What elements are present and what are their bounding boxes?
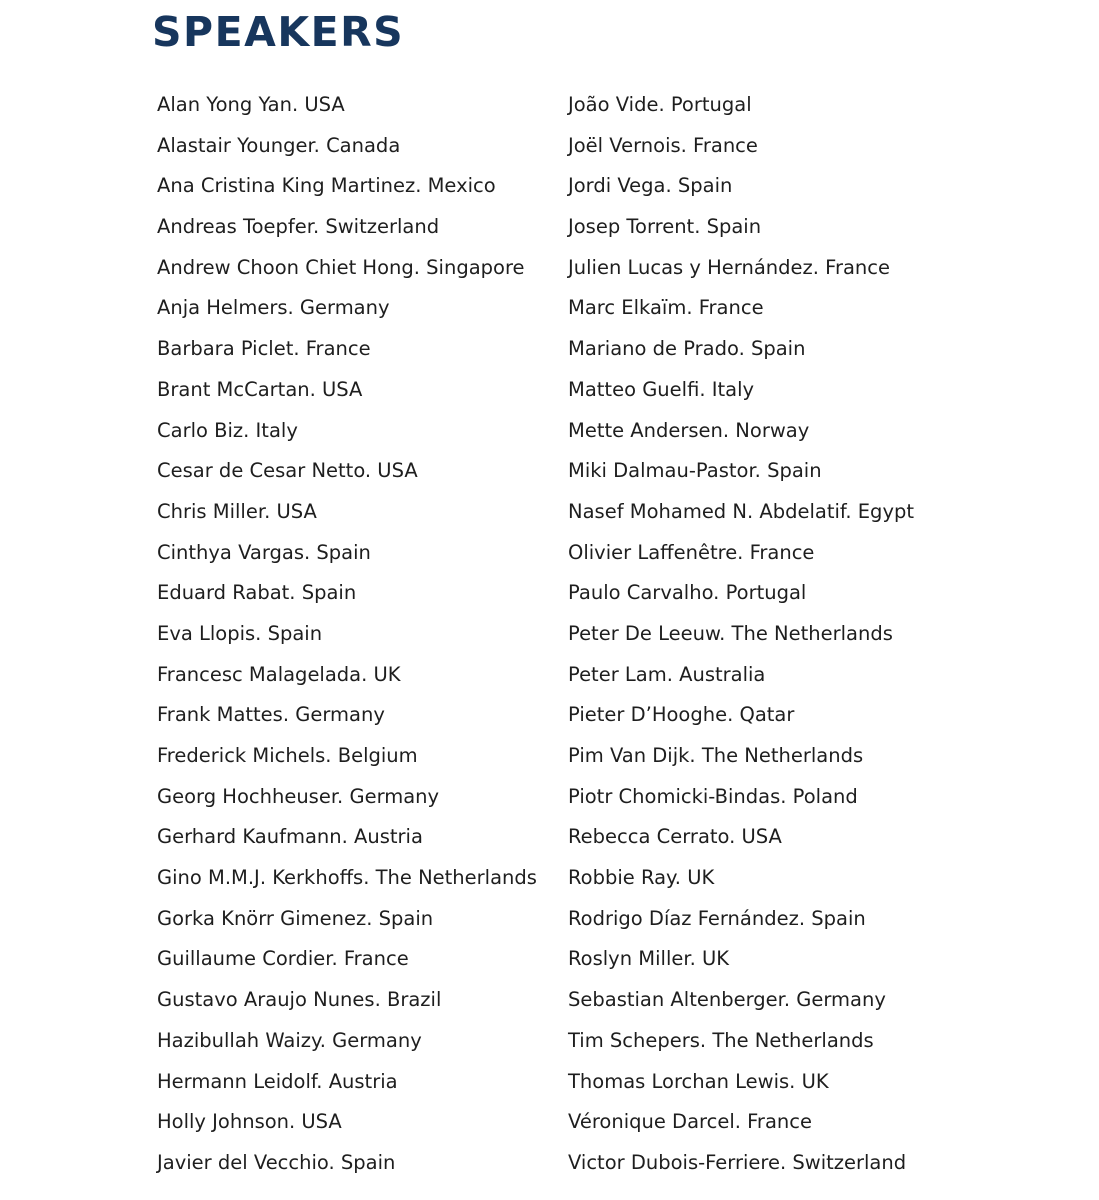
- speaker-entry: Véronique Darcel. France: [568, 1110, 812, 1134]
- speaker-entry: Chris Miller. USA: [157, 499, 317, 523]
- speaker-entry: Nasef Mohamed N. Abdelatif. Egypt: [568, 499, 915, 523]
- speaker-entry: Cesar de Cesar Netto. USA: [157, 459, 418, 483]
- speaker-entry: Olivier Laffenêtre. France: [568, 540, 815, 564]
- speaker-entry: Eva Llopis. Spain: [157, 621, 323, 645]
- speaker-entry: Hazibullah Waizy. Germany: [157, 1028, 422, 1052]
- page-title: SPEAKERS: [152, 8, 405, 56]
- speakers-list-left: [157, 85, 537, 1184]
- speaker-entry: Frank Mattes. Germany: [157, 703, 385, 727]
- speaker-entry: Tim Schepers. The Netherlands: [568, 1028, 874, 1052]
- speaker-entry: Javier del Vecchio. Spain: [157, 1150, 396, 1174]
- speaker-entry: Paulo Carvalho. Portugal: [568, 581, 807, 605]
- speaker-entry: Thomas Lorchan Lewis. UK: [568, 1069, 829, 1093]
- speaker-entry: Georg Hochheuser. Germany: [157, 784, 440, 808]
- speaker-entry: Alastair Younger. Canada: [157, 133, 401, 157]
- speaker-entry: Eduard Rabat. Spain: [157, 581, 357, 605]
- speaker-entry: Hermann Leidolf. Austria: [157, 1069, 398, 1093]
- speaker-entry: Gorka Knörr Gimenez. Spain: [157, 906, 434, 930]
- speaker-entry: Sebastian Altenberger. Germany: [568, 988, 886, 1012]
- speaker-entry: Alan Yong Yan. USA: [157, 93, 345, 116]
- speaker-entry: Piotr Chomicki-Bindas. Poland: [568, 784, 858, 808]
- speaker-entry: Andreas Toepfer. Switzerland: [157, 215, 440, 239]
- speaker-entry: Matteo Guelfi. Italy: [568, 377, 755, 401]
- speaker-entry: Anja Helmers. Germany: [157, 296, 390, 320]
- speaker-entry: Peter Lam. Australia: [568, 662, 766, 686]
- speaker-entry: Joël Vernois. France: [568, 133, 758, 157]
- speaker-entry: João Vide. Portugal: [568, 93, 752, 116]
- speaker-entry: Mette Andersen. Norway: [568, 418, 810, 442]
- speakers-list-right: [568, 85, 914, 1184]
- speaker-entry: Marc Elkaïm. France: [568, 296, 764, 320]
- speaker-entry: Gustavo Araujo Nunes. Brazil: [157, 988, 442, 1012]
- speaker-entry: Rebecca Cerrato. USA: [568, 825, 782, 849]
- speaker-entry: Francesc Malagelada. UK: [157, 662, 401, 686]
- speaker-entry: Julien Lucas y Hernández. France: [568, 255, 890, 279]
- speaker-entry: Robbie Ray. UK: [568, 866, 715, 890]
- speaker-entry: Cinthya Vargas. Spain: [157, 540, 371, 564]
- speaker-entry: Pieter D’Hooghe. Qatar: [568, 703, 795, 727]
- speaker-entry: Gerhard Kaufmann. Austria: [157, 825, 423, 849]
- speaker-entry: Ana Cristina King Martinez. Mexico: [157, 174, 496, 198]
- speaker-entry: Mariano de Prado. Spain: [568, 337, 806, 361]
- speaker-entry: Guillaume Cordier. France: [157, 947, 409, 971]
- speaker-entry: Jordi Vega. Spain: [568, 174, 733, 198]
- speaker-entry: Roslyn Miller. UK: [568, 947, 730, 971]
- speaker-entry: Miki Dalmau-Pastor. Spain: [568, 459, 822, 483]
- speaker-entry: Carlo Biz. Italy: [157, 418, 298, 442]
- speaker-entry: Peter De Leeuw. The Netherlands: [568, 621, 893, 645]
- speaker-entry: Josep Torrent. Spain: [568, 215, 762, 239]
- speaker-entry: Gino M.M.J. Kerkhoffs. The Netherlands: [157, 866, 537, 890]
- speaker-entry: Victor Dubois-Ferriere. Switzerland: [568, 1150, 907, 1174]
- speaker-entry: Brant McCartan. USA: [157, 377, 363, 401]
- speaker-entry: Rodrigo Díaz Fernández. Spain: [568, 906, 866, 930]
- speaker-entry: Andrew Choon Chiet Hong. Singapore: [157, 255, 525, 279]
- speaker-entry: Pim Van Dijk. The Netherlands: [568, 744, 864, 767]
- speaker-entry: Frederick Michels. Belgium: [157, 744, 418, 767]
- speaker-entry: Barbara Piclet. France: [157, 337, 371, 361]
- speaker-entry: Holly Johnson. USA: [157, 1110, 342, 1134]
